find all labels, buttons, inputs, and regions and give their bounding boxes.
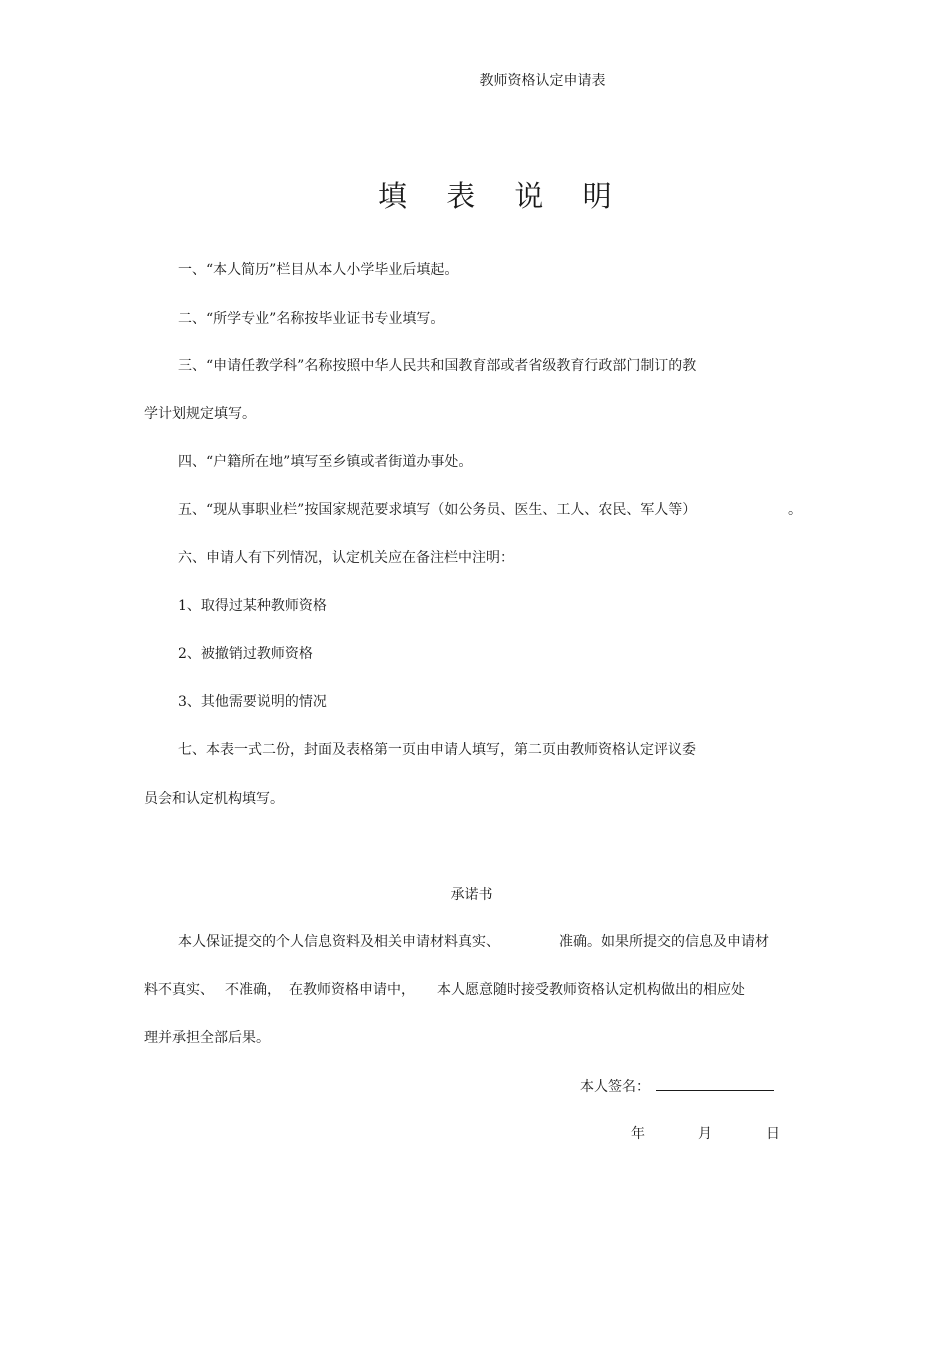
instruction-subitem-1: 1、取得过某种教师资格: [178, 598, 327, 614]
instruction-item-5: 五、“现从事职业栏”按国家规范要求填写（如公务员、医生、工人、农民、军人等）: [178, 502, 697, 518]
instruction-item-3-cont: 学计划规定填写。: [144, 406, 256, 422]
instruction-subitem-2: 2、被撤销过教师资格: [178, 646, 313, 662]
pledge-line-3: 理并承担全部后果。: [144, 1030, 270, 1046]
instruction-item-7: 七、本表一式二份，封面及表格第一页由申请人填写，第二页由教师资格认定评议委: [178, 742, 696, 758]
instruction-item-7-cont: 员会和认定机构填写。: [144, 791, 284, 807]
date-month-label: 月: [698, 1126, 712, 1142]
pledge-line-2a: 料不真实、: [144, 982, 214, 998]
instruction-item-2: 二、“所学专业”名称按毕业证书专业填写。: [178, 311, 445, 327]
pledge-title: 承诺书: [450, 887, 493, 903]
pledge-line-1b: 准确。如果所提交的信息及申请材: [559, 934, 769, 950]
instruction-item-5-period: 。: [788, 502, 802, 518]
date-day-label: 日: [766, 1126, 780, 1142]
signature-blank-line[interactable]: [656, 1076, 774, 1091]
pledge-line-2c: 在教师资格申请中，: [289, 982, 415, 998]
instruction-item-3: 三、“申请任教学科”名称按照中华人民共和国教育部或者省级教育行政部门制订的教: [178, 358, 697, 374]
pledge-line-2b: 不准确，: [225, 982, 281, 998]
signature-row: [580, 1076, 774, 1097]
date-year-label: 年: [631, 1126, 645, 1142]
signature-label: 本人签名：: [580, 1079, 650, 1095]
form-header-title: 教师资格认定申请表: [479, 73, 606, 89]
pledge-line-2d: 本人愿意随时接受教师资格认定机构做出的相应处: [437, 982, 745, 998]
instructions-title: 填 表 说 明: [378, 179, 627, 213]
instruction-item-4: 四、“户籍所在地”填写至乡镇或者街道办事处。: [178, 454, 473, 470]
instruction-item-1: 一、“本人简历”栏目从本人小学毕业后填起。: [178, 262, 459, 278]
pledge-line-1a: 本人保证提交的个人信息资料及相关申请材料真实、: [178, 934, 500, 950]
instruction-subitem-3: 3、其他需要说明的情况: [178, 694, 327, 710]
instruction-item-6: 六、申请人有下列情况，认定机关应在备注栏中注明：: [178, 550, 514, 566]
